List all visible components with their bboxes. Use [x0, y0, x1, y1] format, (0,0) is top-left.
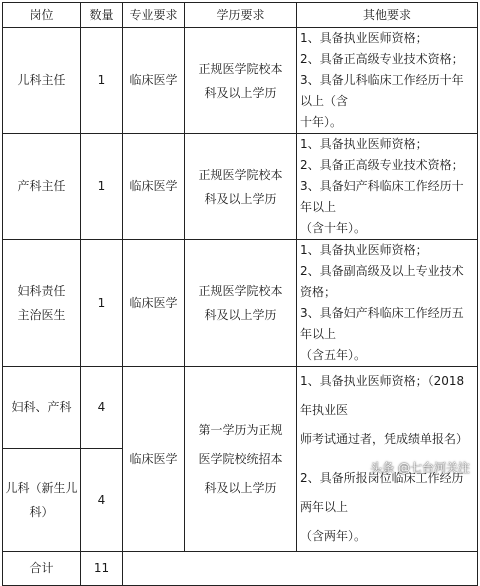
position-text: 产科主任	[17, 179, 66, 193]
position-text: 儿科主任	[17, 73, 66, 87]
other-requirements-cell	[297, 134, 478, 240]
header-count: 数量	[81, 3, 123, 28]
position-cell	[3, 240, 81, 367]
count-cell: 1	[81, 134, 123, 240]
requirement-line: 师考试通过者，凭成绩单报名）	[300, 432, 469, 446]
requirement-line: 十年）。	[300, 115, 343, 129]
position-cell	[3, 28, 81, 134]
education-line: 科及以上学历	[204, 308, 277, 322]
other-requirements-cell	[297, 28, 478, 134]
recruitment-requirements-table	[2, 2, 478, 586]
header-position: 岗位	[3, 3, 81, 28]
requirement-line: 1、具备执业医师资格；	[300, 243, 428, 257]
requirement-line: 2、具备所报岗位临床工作经历两年以上	[300, 471, 464, 514]
education-line: 正规医学院校本	[198, 284, 283, 298]
requirement-line: （含两年）。	[300, 529, 367, 543]
count-cell: 1	[81, 28, 123, 134]
major-cell: 临床医学	[123, 28, 185, 134]
count-cell: 4	[81, 449, 123, 552]
education-cell-merged	[185, 367, 297, 552]
position-text: 妇科、产科	[11, 400, 72, 415]
total-label: 合计	[3, 552, 81, 586]
requirement-line: 3、具备妇产科临床工作经历十年以上	[300, 179, 464, 214]
education-line: 医学院校统招本	[198, 451, 283, 466]
total-count: 11	[81, 552, 123, 586]
education-line: 第一学历为正规	[198, 422, 283, 437]
requirement-line: 2、具备正高级专业技术资格；	[300, 52, 464, 66]
count-cell: 4	[81, 367, 123, 449]
position-text: 主治医生	[17, 308, 66, 322]
position-cell	[3, 367, 81, 449]
other-requirements-cell	[297, 240, 478, 367]
major-cell: 临床医学	[123, 134, 185, 240]
education-line: 科及以上学历	[204, 85, 277, 100]
education-cell	[185, 134, 297, 240]
header-other-requirements: 其他要求	[297, 3, 478, 28]
major-cell: 临床医学	[123, 240, 185, 367]
header-major: 专业要求	[123, 3, 185, 28]
table-row	[3, 28, 478, 134]
education-line: 正规医学院校本	[198, 61, 283, 76]
education-cell	[185, 28, 297, 134]
position-text: 妇科责任	[17, 284, 66, 298]
position-text: 儿科（新生儿	[5, 481, 78, 496]
watermark-text: 头条 @七台河关注	[370, 461, 470, 475]
table-row	[3, 367, 478, 449]
requirement-line: 3、具备妇产科临床工作经历五年以上	[300, 306, 464, 341]
requirement-line: （含五年）。	[300, 348, 367, 362]
requirement-line: 3、具备儿科临床工作经历十年以上（含	[300, 73, 464, 108]
total-empty-cell	[123, 552, 478, 586]
education-cell	[185, 240, 297, 367]
count-cell: 1	[81, 240, 123, 367]
position-cell	[3, 134, 81, 240]
major-cell-merged: 临床医学	[123, 367, 185, 552]
total-row	[3, 552, 478, 586]
table-header-row	[3, 3, 478, 28]
position-text: 科）	[29, 505, 54, 520]
header-education: 学历要求	[185, 3, 297, 28]
requirement-line: 1、具备执业医师资格；	[300, 137, 428, 151]
table-row	[3, 134, 478, 240]
education-line: 正规医学院校本	[198, 167, 283, 182]
requirement-line: 2、具备正高级专业技术资格；	[300, 158, 464, 172]
position-cell	[3, 449, 81, 552]
requirement-line: 2、具备副高级及以上专业技术资格；	[300, 264, 464, 299]
requirement-line: 1、具备执业医师资格；（2018 年执业医	[300, 374, 465, 417]
education-line: 科及以上学历	[204, 480, 277, 495]
requirement-line: 1、具备执业医师资格；	[300, 31, 428, 45]
table-row	[3, 240, 478, 367]
education-line: 科及以上学历	[204, 191, 277, 206]
requirement-line: （含十年）。	[300, 221, 367, 235]
